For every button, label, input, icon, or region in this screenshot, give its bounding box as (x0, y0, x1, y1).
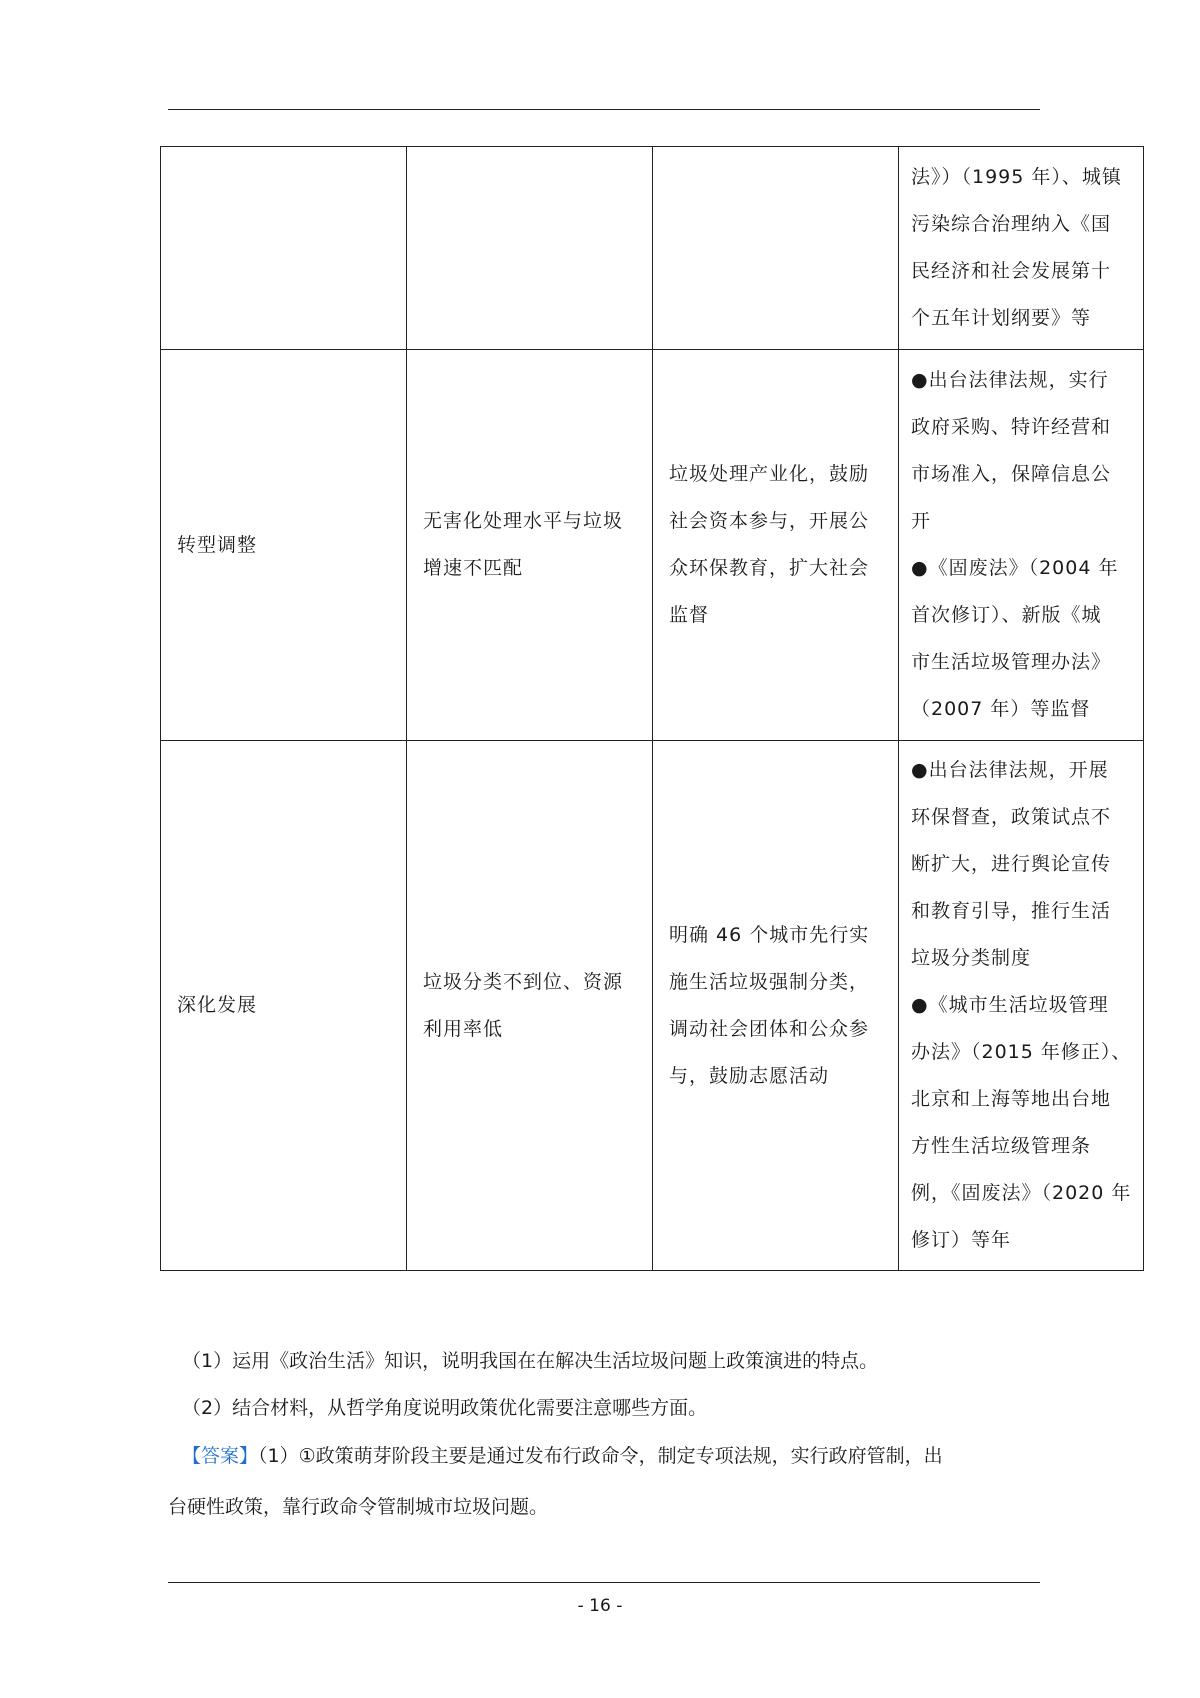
cell-line: 市生活垃圾管理办法》 (911, 651, 1112, 673)
cell-line: 垃圾分类制度 (911, 947, 1032, 969)
cell-line: 污染综合治理纳入《国 (911, 213, 1112, 235)
footer-rule (168, 1582, 1040, 1583)
problem-cell (407, 147, 653, 350)
table-row (161, 147, 1144, 350)
problem-cell (407, 350, 653, 741)
table-row (161, 741, 1144, 1271)
laws-cell (899, 147, 1144, 350)
cell-line: 垃圾处理产业化，鼓励 (669, 463, 870, 485)
cell-line: 首次修订）、新版《城 (911, 604, 1102, 626)
cell-line: 北京和上海等地出台地 (911, 1088, 1112, 1110)
measures-cell (653, 741, 899, 1271)
measures-cell (653, 147, 899, 350)
cell-line: 民经济和社会发展第十 (911, 260, 1112, 282)
measures-cell (653, 350, 899, 741)
cell-line: ●出台法律法规，实行 (911, 369, 1109, 391)
stage-cell (161, 741, 407, 1271)
cell-line: 修订）等年 (911, 1229, 1012, 1251)
cell-line: 社会资本参与，开展公 (669, 510, 870, 532)
cell-line: 增速不匹配 (423, 557, 524, 579)
cell-line: 转型调整 (177, 533, 258, 556)
cell-line: 深化发展 (177, 994, 258, 1016)
cell-line: 垃圾分类不到位、资源 (423, 970, 624, 993)
problem-cell (407, 741, 653, 1271)
cell-line: 与，鼓励志愿活动 (669, 1064, 830, 1087)
answer-tag: 【答案】 (182, 1445, 259, 1467)
cell-line: 法》）（1995 年）、城镇 (911, 166, 1122, 188)
cell-line: ●出台法律法规，开展 (911, 759, 1109, 781)
cell-line: 施生活垃圾强制分类， (669, 970, 870, 993)
cell-line: （2007 年）等监督 (911, 698, 1091, 720)
cell-line: 明确 46 个城市先行实 (669, 923, 870, 946)
cell-line: 监督 (669, 604, 710, 626)
cell-line: 方性生活垃级管理条 (911, 1135, 1092, 1157)
cell-line: 众环保教育，扩大社会 (669, 557, 870, 579)
cell-line: ●《固废法》（2004 年 (911, 557, 1119, 579)
question-1: （1）运用《政治生活》知识，说明我国在在解决生活垃圾问题上政策演进的特点。 (182, 1350, 879, 1372)
cell-line: ●《城市生活垃圾管理 (911, 994, 1109, 1016)
table-row (161, 350, 1144, 741)
cell-line: 开 (911, 510, 932, 532)
cell-line: 利用率低 (423, 1017, 504, 1040)
stage-cell (161, 350, 407, 741)
page-number: - 16 - (577, 1596, 623, 1616)
answer-line-2: 台硬性政策，靠行政命令管制城市垃圾问题。 (168, 1496, 549, 1518)
header-rule (168, 109, 1040, 110)
question-2: （2）结合材料，从哲学角度说明政策优化需要注意哪些方面。 (182, 1397, 708, 1419)
cell-line: 调动社会团体和公众参 (669, 1017, 870, 1040)
cell-line: 政府采购、特许经营和 (911, 416, 1112, 438)
laws-cell (899, 741, 1144, 1271)
cell-line: 市场准入，保障信息公 (911, 463, 1112, 485)
policy-table (160, 146, 1144, 1271)
answer-text-1: （1）①政策萌芽阶段主要是通过发布行政命令，制定专项法规，实行政府管制，出 (258, 1445, 943, 1467)
cell-line: 办法》（2015 年修正）、 (911, 1041, 1132, 1063)
cell-line: 例，《固废法》（2020 年 (911, 1182, 1132, 1204)
cell-line: 断扩大，进行舆论宣传 (911, 853, 1112, 875)
stage-cell (161, 147, 407, 350)
cell-line: 环保督查，政策试点不 (911, 806, 1112, 828)
cell-line: 个五年计划纲要》等 (911, 307, 1092, 329)
laws-cell (899, 350, 1144, 741)
answer-line-1 (182, 1441, 943, 1471)
cell-line: 无害化处理水平与垃圾 (423, 510, 624, 532)
cell-line: 和教育引导，推行生活 (911, 900, 1112, 922)
